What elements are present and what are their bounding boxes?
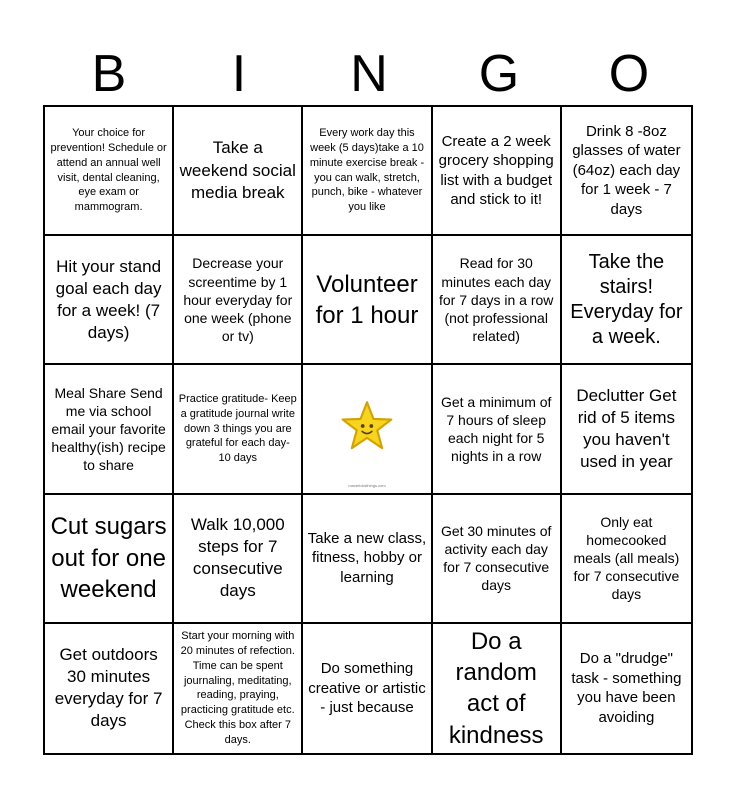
bingo-cell[interactable]: Read for 30 minutes each day for 7 days in a row (not professional related): [433, 236, 562, 365]
star-icon: [340, 399, 394, 458]
bingo-cell[interactable]: Drink 8 -8oz glasses of water (64oz) each day for 1 week - 7 days: [562, 107, 691, 236]
bingo-cell[interactable]: Decrease your screentime by 1 hour everyday for one week (phone or tv): [174, 236, 303, 365]
header-letter-i: I: [231, 45, 247, 103]
bingo-cell[interactable]: Your choice for prevention! Schedule or attend an annual well visit, dental cleaning, eye exam or mammogram.: [45, 107, 174, 236]
bingo-cell[interactable]: Walk 10,000 steps for 7 consecutive days: [174, 495, 303, 624]
bingo-cell[interactable]: Do something creative or artistic - just because: [303, 624, 432, 753]
image-credit: mavericksthings.com: [348, 482, 386, 488]
bingo-cell[interactable]: Meal Share Send me via school email your favorite healthy(ish) recipe to share: [45, 365, 174, 494]
bingo-cell[interactable]: Only eat homecooked meals (all meals) for 7 consecutive days: [562, 495, 691, 624]
header-letter-o: O: [608, 45, 650, 103]
bingo-cell[interactable]: Create a 2 week grocery shopping list with a budget and stick to it!: [433, 107, 562, 236]
bingo-cell[interactable]: Take a weekend social media break: [174, 107, 303, 236]
bingo-header: [44, 42, 694, 106]
header-letter-b: B: [91, 45, 127, 103]
bingo-cell[interactable]: Get a minimum of 7 hours of sleep each night for 5 nights in a row: [433, 365, 562, 494]
header-letter-n: N: [350, 45, 388, 103]
bingo-cell[interactable]: Declutter Get rid of 5 items you haven't used in year: [562, 365, 691, 494]
free-space-cell[interactable]: [303, 365, 432, 494]
bingo-cell[interactable]: Start your morning with 20 minutes of refection. Time can be spent journaling, meditating, reading, praying, practicing gratitude etc. Check this box after 7 days.: [174, 624, 303, 753]
bingo-cell[interactable]: Hit your stand goal each day for a week! (7 days): [45, 236, 174, 365]
bingo-card: [43, 105, 693, 755]
bingo-cell[interactable]: Every work day this week (5 days)take a 10 minute exercise break - you can walk, stretch, punch, bike - whatever you like: [303, 107, 432, 236]
bingo-cell[interactable]: Do a "drudge" task - something you have been avoiding: [571, 650, 682, 726]
bingo-cell[interactable]: Volunteer for 1 hour: [303, 236, 432, 365]
bingo-cell[interactable]: Get 30 minutes of activity each day for 7 consecutive days: [433, 495, 562, 624]
bingo-cell[interactable]: Practice gratitude- Keep a gratitude journal write down 3 things you are grateful for each day- 10 days: [174, 365, 303, 494]
bingo-cell[interactable]: Take the stairs! Everyday for a week.: [562, 236, 691, 365]
header-letter-g: G: [478, 45, 520, 103]
bingo-cell[interactable]: Do a random act of kindness: [433, 624, 562, 753]
bingo-cell[interactable]: Cut sugars out for one weekend: [45, 495, 174, 624]
bingo-cell[interactable]: Take a new class, fitness, hobby or learning: [303, 495, 432, 624]
bingo-cell[interactable]: Get outdoors 30 minutes everyday for 7 days: [45, 624, 174, 753]
